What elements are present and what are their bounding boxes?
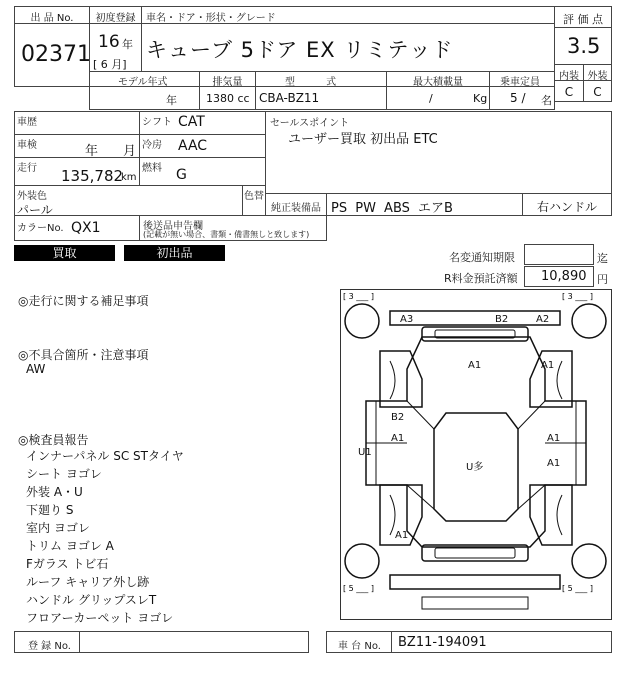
first-reg-label: 初度登録 [95,13,136,24]
grade-label: 評 価 点 [563,13,603,26]
ext-color-label: 外装色 [17,191,47,202]
sales-point-label: セールスポイント [270,118,350,129]
tag-first-listing: 初出品 [124,245,225,261]
supplement-label: ◎走行に関する補足事項 [18,294,149,308]
inspector-line: フロアーカーペット ヨゴレ [26,611,174,625]
first-reg-year: 16 [98,32,120,52]
inspector-line: ハンドル グリップスレT [26,593,157,607]
inspector-line: 外装 A・U [26,485,83,499]
chassis-label: 車 台 No. [338,641,381,652]
lot-number: 02371 [21,42,91,67]
color-change-label: 色替 [244,191,264,202]
mileage-label: 走行 [17,163,37,174]
maxload-label: 最大積載量 [413,77,463,88]
name-change-box [524,244,594,265]
displacement-box [199,86,256,110]
name-change-label: 名変通知期限 [449,251,515,264]
chassis-label-box [326,631,392,653]
inspector-line: シート ヨゴレ [26,467,102,481]
grade-header [554,6,612,28]
fuel-value: G [176,167,187,183]
maxload: / [429,92,433,105]
mark-rear-left: A3 [400,314,414,325]
chassis-no: BZ11-194091 [398,635,487,650]
car-name-box [141,23,555,72]
exterior-header [583,64,612,81]
exterior-grade-box [583,80,612,102]
corner-label-bottom-right: [ 5 ___ ] [562,584,593,593]
interior-grade: C [564,85,574,99]
aircon-box [139,134,266,158]
lot-no-header [14,6,90,24]
maxload-unit: Kg [473,92,488,105]
history-box [14,111,140,135]
tag-buyback: 買取 [14,245,115,261]
interior-grade-box [554,80,584,102]
mileage-box [14,157,140,186]
history-label: 車歴 [17,117,37,128]
shift-box [139,111,266,135]
name-header [141,6,555,24]
reg-no-box [79,631,309,653]
mark-right-rear-door: A1 [547,433,561,444]
postdoc-note: (記載が無い場合、書類・備書無しと致します) [143,230,310,239]
car-name-label: 車名・ドア・形状・グレード [146,13,276,24]
equipment-box [326,193,523,216]
postdoc-box [139,215,327,241]
mark-left-rear-door: A1 [391,433,405,444]
car-damage-diagram [340,289,612,620]
color-no: QX1 [71,220,101,236]
equipment-label-box [265,193,327,216]
corner-label-top-left: [ 3 ___ ] [343,292,374,301]
mark-rear-center: B2 [495,314,509,325]
sales-point-box [265,111,612,194]
inspector-label: ◎検査員報告 [18,433,89,447]
car-name: キューブ 5ドア EX リミテッド [146,38,454,62]
mileage-unit: km [121,172,137,183]
inspector-line: インナーパネル SC STタイヤ [26,449,184,463]
shift-label: シフト [142,117,172,128]
interior-label: 内装 [559,71,579,82]
fuel-label: 燃料 [142,163,162,174]
capacity-label: 乗車定員 [500,77,540,88]
displacement: 1380 cc [206,92,250,105]
recycle-value: 10,890 [541,269,587,284]
inspection-year: 年 [85,144,99,159]
interior-header [554,64,584,81]
exterior-grade: C [593,85,602,99]
color-change-box [242,185,266,216]
maxload-header [386,71,490,87]
recycle-unit: 円 [597,273,608,286]
model-year-label: モデル年式 [118,77,168,88]
grade-score: 3.5 [567,34,601,58]
capacity-unit: 名 [541,94,552,107]
chassis-box [391,631,612,653]
inspector-line: Fガラス トビ石 [26,557,109,571]
first-reg-box [89,23,142,72]
displacement-label: 排気量 [212,77,243,88]
model-type: CBA-BZ11 [259,91,320,105]
inspector-line: 下廻り S [26,503,74,517]
displacement-header [199,71,256,87]
mark-hood: A1 [468,360,482,371]
inspection-month: 月 [123,144,137,159]
aircon-value: AAC [178,138,208,154]
capacity: 5 / [510,91,526,105]
inspector-line: 室内 ヨゴレ [26,521,90,535]
mark-left-sill: U1 [358,447,372,458]
lot-no-label: 出 品 No. [30,13,74,24]
inspection-label: 車検 [17,140,37,151]
reg-no-label: 登 録 No. [28,641,71,652]
first-reg-month: [ 6 月] [93,58,127,71]
inspector-line: ルーフ キャリア外し跡 [26,575,150,589]
mileage-value: 135,782 [61,167,124,185]
equipment: PS PW ABS エアB [331,201,453,216]
name-change-unit: 迄 [597,252,608,265]
mark-right-front-fender: A1 [541,360,555,371]
postdoc-label: 後送品申告欄 [143,221,203,232]
shift-value: CAT [178,114,205,130]
maxload-box [386,86,490,110]
corner-label-top-right: [ 3 ___ ] [562,292,593,301]
lot-no-box [14,23,90,87]
ext-color-box [14,185,243,216]
first-reg-header [89,6,142,24]
corner-label-bottom-left: [ 5 ___ ] [343,584,374,593]
mark-right-front-door: A1 [547,458,561,469]
exterior-label: 外装 [587,71,608,82]
handle: 右ハンドル [537,200,598,214]
mark-left-front-fender: A1 [395,530,409,541]
first-reg-year-unit: 年 [122,38,133,51]
aircon-label: 冷房 [142,140,162,151]
defect-label: ◎不具合箇所・注意事項 [18,348,149,362]
mark-roof: U多 [466,462,484,473]
inspection-box [14,134,140,158]
fuel-box [139,157,266,186]
mark-left-rear: B2 [391,412,405,423]
model-year: 年 [166,94,177,107]
color-no-box [14,215,140,241]
recycle-label: R料金預託済額 [444,272,518,285]
grade-box [554,27,612,65]
handle-box [522,193,612,216]
inspector-line: トリム ヨゴレ A [26,539,114,553]
color-no-label: カラーNo. [17,223,64,234]
recycle-box [524,266,594,287]
equipment-label: 純正装備品 [271,203,321,214]
sales-point: ユーザー買取 初出品 ETC [288,132,438,147]
reg-no-label-box [14,631,80,653]
mark-rear-right: A2 [536,314,550,325]
type-label: 型 式 [285,77,337,88]
ext-color: パール [17,203,53,217]
defect-note: AW [26,362,46,376]
